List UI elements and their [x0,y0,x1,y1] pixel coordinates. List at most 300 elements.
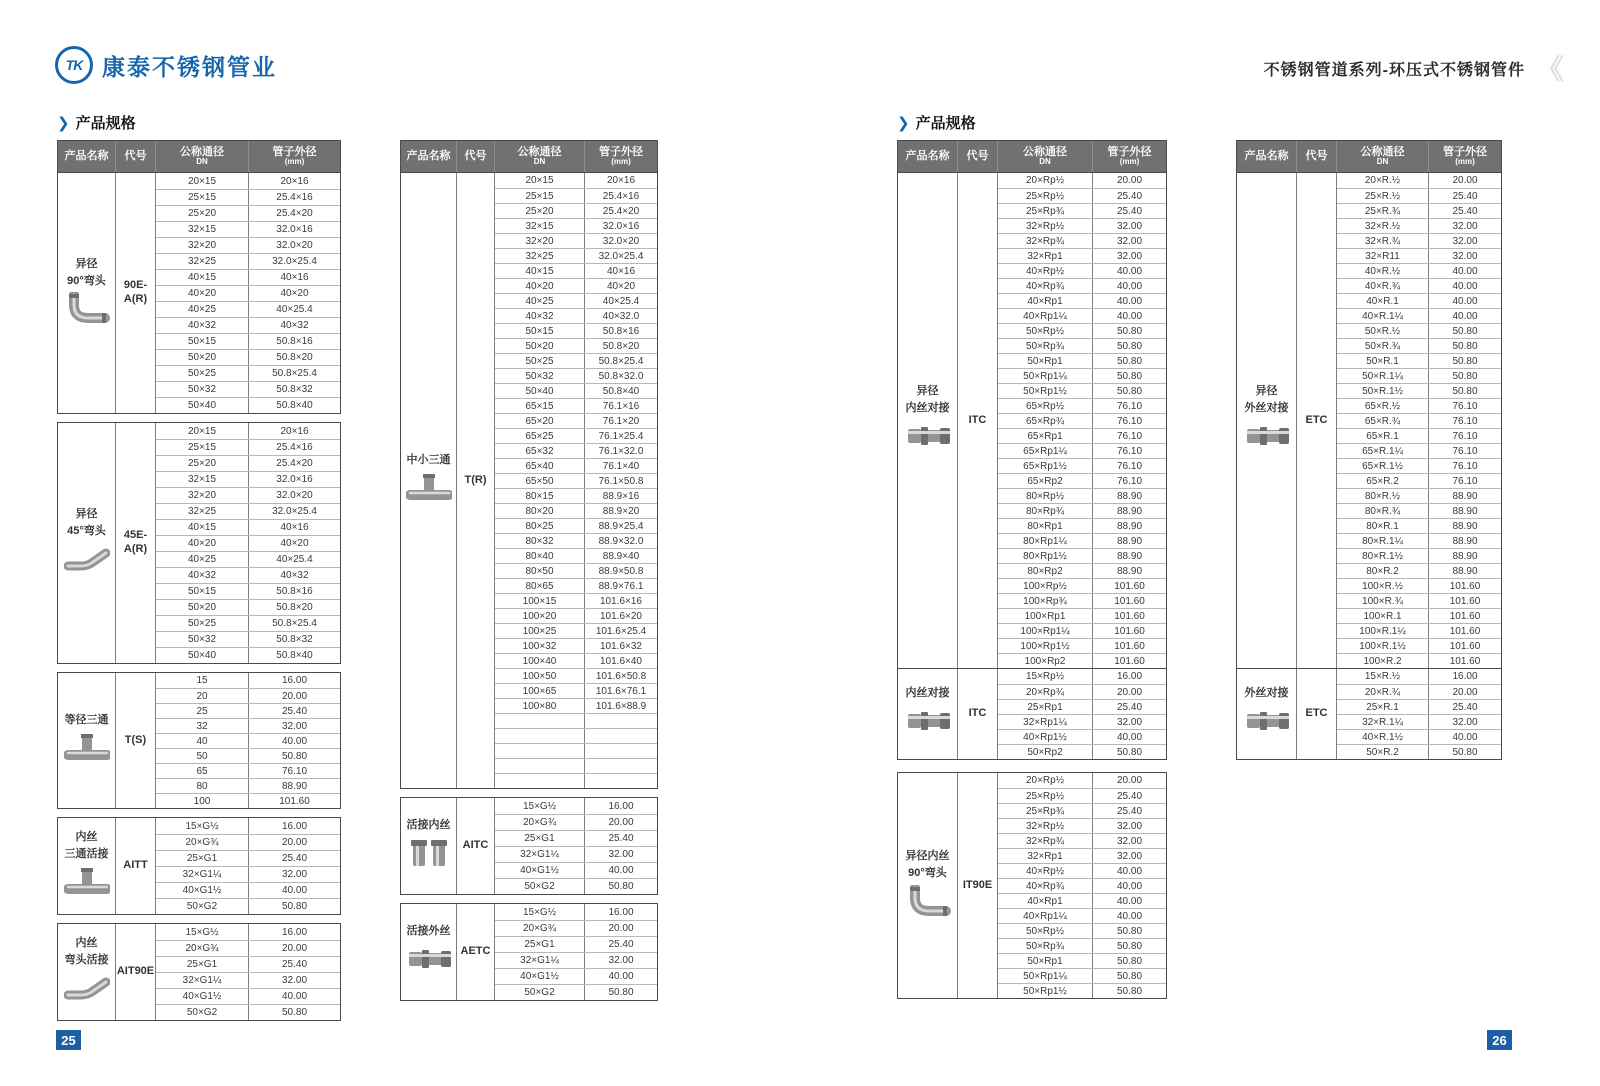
dn-cell: 50×Rp1½ [998,384,1093,398]
product-name-text: 活接外丝 [406,925,451,938]
spec-row [495,728,657,743]
spec-row [1337,488,1501,503]
od-cell: 76.10 [1452,445,1478,457]
spec-row [1337,188,1501,203]
col-header-nominal-diameter-label: 公称通径 [1360,145,1405,158]
od-cell: 32.00 [281,975,308,986]
spec-row [156,748,340,763]
product-name-text: 内丝对接 [905,687,950,700]
od-cell: 76.1×20 [602,415,640,427]
col-header-outer-diameter [585,141,657,172]
dn-cell: 100×15 [495,594,585,608]
product-section [58,423,340,663]
dn-cell: 50×R.1½ [1337,384,1429,398]
dn-cell: 80×R.½ [1337,489,1429,503]
spec-row [1337,623,1501,638]
od-cell: 40×20 [280,538,309,549]
od-cell: 88.90 [1116,535,1143,547]
spec-row [156,793,340,808]
od-cell: 101.60 [1114,655,1145,667]
spec-row [1337,473,1501,488]
od-cell: 40.00 [608,971,634,982]
spec-row [495,593,657,608]
spec-row [1337,293,1501,308]
dn-cell: 100×65 [495,684,585,698]
product-name-cell [401,173,457,788]
spec-row [495,904,657,920]
col-header-nominal-diameter-label: 公称通径 [1023,145,1067,158]
spec-row [998,533,1166,548]
od-cell: 101.60 [1114,610,1145,622]
dn-cell: 40×32 [156,568,249,583]
spec-row [495,203,657,218]
spec-row [495,353,657,368]
od-cell: 32.00 [1452,220,1478,232]
spec-row [495,413,657,428]
spec-rows [156,673,340,808]
product-section [58,173,340,413]
od-cell: 88.90 [1452,505,1478,517]
dn-cell: 25×R.½ [1337,189,1429,203]
dn-cell: 40×Rp1¼ [998,309,1093,323]
od-cell: 101.6×16 [600,595,642,607]
spec-row [998,428,1166,443]
spec-row [1337,413,1501,428]
od-cell: 20×16 [280,425,309,437]
spec-row [998,938,1166,953]
dn-cell: 50×15 [495,324,585,338]
spec-row [495,503,657,518]
dn-cell: 32×20 [156,488,249,503]
od-cell: 32.00 [1116,835,1143,847]
od-cell: 101.60 [1114,580,1145,592]
od-cell: 88.90 [1116,520,1143,532]
dn-cell: 32×R.½ [1337,219,1429,233]
col-header-nominal-diameter [495,141,585,172]
spec-row [1337,593,1501,608]
product-code-text: AITT [123,859,148,872]
dn-cell: 20×Rp½ [998,173,1093,188]
spec-row [495,623,657,638]
col-header-code [457,141,495,172]
od-cell: 88.90 [1116,565,1143,577]
dn-cell: 100×Rp1¼ [998,624,1093,638]
product-name-text: 异径 [916,385,939,398]
dn-cell: 32×Rp1 [998,249,1093,263]
od-cell: 50.80 [1452,340,1478,352]
product-block [1236,173,1502,760]
product-name-text: 外丝对接 [1244,402,1289,414]
product-name-cell [58,173,116,413]
dn-cell: 15×G½ [495,904,585,920]
product-code-cell [1297,173,1337,668]
dn-cell: 20×15 [495,173,585,188]
dn-cell: 20×Rp½ [998,773,1093,788]
od-cell: 88.9×20 [602,505,640,517]
spec-row [156,397,340,413]
od-cell: 50.8×32 [276,634,313,645]
female-tee-union-photo-icon [64,865,110,902]
spec-row [1337,323,1501,338]
product-section [898,173,1166,668]
spec-row [495,968,657,984]
spec-row [495,862,657,878]
spec-row [156,615,340,631]
product-section [58,673,340,808]
od-cell: 32.00 [281,720,308,732]
product-section [58,818,340,914]
spec-row [156,733,340,748]
spec-row [156,349,340,365]
spec-row [156,818,340,834]
spec-row [998,908,1166,923]
od-cell: 50.80 [281,1007,308,1018]
od-cell: 25.40 [608,939,634,950]
dn-cell: 65×Rp1 [998,429,1093,443]
product-block [57,422,341,664]
spec-row [156,988,340,1004]
od-cell: 40×20 [606,280,636,292]
dn-cell: 40×32 [156,318,249,333]
spec-row [156,631,340,647]
od-cell: 40×16 [280,272,309,283]
dn-cell: 50×G2 [156,899,249,914]
od-cell: 50.8×16 [276,586,313,597]
dn-cell: 80×R.1 [1337,519,1429,533]
brand-logo-icon [55,46,93,84]
dn-cell: 80×Rp¾ [998,504,1093,518]
spec-row [495,653,657,668]
od-cell [585,729,657,743]
dn-cell: 50×40 [156,398,249,413]
dn-cell: 50×Rp½ [998,924,1093,938]
col-header-outer-diameter-label: 管子外径 [1107,145,1152,158]
dn-cell: 100×Rp½ [998,579,1093,593]
od-cell: 32.00 [1452,716,1478,728]
od-cell: 50.8×32 [276,384,313,395]
dn-cell: 32×Rp¾ [998,834,1093,848]
col-header-product-name [1237,141,1297,172]
od-cell: 25.40 [1452,205,1478,217]
od-cell: 50.80 [608,881,634,892]
product-name-cell [1237,669,1297,759]
od-cell: 20.00 [608,923,634,934]
dn-cell: 20×15 [156,173,249,189]
product-name-text: 外丝对接 [1244,687,1289,700]
dn-cell: 32×Rp1 [998,849,1093,863]
od-cell: 25.40 [1116,190,1143,202]
od-cell: 32.00 [1116,235,1143,247]
od-cell: 101.60 [1449,640,1481,652]
od-cell: 101.6×50.8 [595,670,647,682]
od-cell: 101.60 [1449,580,1481,592]
dn-cell: 65 [156,764,249,778]
spec-row [156,972,340,988]
od-cell: 40×25.4 [276,304,313,315]
spec-row [495,428,657,443]
product-code-cell [958,173,998,668]
dn-cell: 100×40 [495,654,585,668]
col-header-nominal-diameter-label: DN [1039,157,1051,167]
col-header-product-name-label: 产品名称 [64,150,109,163]
od-cell: 40.00 [608,865,634,876]
spec-table-3 [897,140,1167,999]
od-cell: 20.00 [281,837,308,848]
od-cell: 32.0×20 [602,235,640,247]
dn-cell: 40×15 [156,520,249,535]
spec-row [998,338,1166,353]
spec-row [998,548,1166,563]
spec-row [1337,443,1501,458]
dn-cell: 40×20 [495,279,585,293]
col-header-outer-diameter-label: 管子外径 [599,145,643,158]
dn-cell: 50×R.¾ [1337,339,1429,353]
spec-row [998,488,1166,503]
od-cell: 50.8×16 [602,325,640,337]
spec-row [156,924,340,940]
spec-row [998,353,1166,368]
double-chevron-left-icon: 《 [1535,54,1564,85]
od-cell: 50.80 [1116,340,1143,352]
od-cell: 76.1×40 [602,460,640,472]
product-code-text: IT90E [962,878,993,891]
spec-row [156,317,340,333]
dn-cell: 80×40 [495,549,585,563]
brand-logo-text: 康泰不锈钢管业 [102,53,277,80]
product-code-cell [116,924,156,1020]
spec-row [495,743,657,758]
spec-rows [998,669,1166,759]
product-code-cell [958,773,998,998]
spec-row [1337,714,1501,729]
spec-row [1337,248,1501,263]
product-name-cell [58,673,116,808]
col-header-nominal-diameter-label: 公称通径 [180,145,224,158]
od-cell: 40.00 [281,885,308,896]
od-cell: 25.40 [1116,805,1143,817]
dn-cell: 25×20 [156,206,249,221]
male-coupling-photo-icon [1244,705,1290,742]
spec-row [1337,353,1501,368]
dn-cell: 40×R.1½ [1337,730,1429,744]
dn-cell: 32×Rp½ [998,219,1093,233]
od-cell: 50.80 [1452,355,1478,367]
spec-row [495,698,657,713]
product-name-text: 中小三通 [406,453,451,466]
od-cell: 50.80 [281,750,308,762]
dn-cell: 100×50 [495,669,585,683]
od-cell: 40×25.4 [602,295,640,307]
spec-row [998,263,1166,278]
dn-cell: 50×Rp1 [998,954,1093,968]
dn-cell: 100×R.2 [1337,654,1429,668]
spec-row [156,221,340,237]
dn-cell: 25×15 [156,440,249,455]
dn-cell: 100×R.1 [1337,609,1429,623]
spec-row [1337,368,1501,383]
spec-row [998,458,1166,473]
spec-row [495,518,657,533]
spec-row [998,699,1166,714]
spec-rows [156,423,340,663]
product-code-text: A(R) [123,543,148,555]
spec-row [1337,308,1501,323]
spec-row [495,368,657,383]
spec-row [998,218,1166,233]
spec-row [156,567,340,583]
col-header-product-name-label: 产品名称 [1244,150,1289,163]
dn-cell: 80×R.1¼ [1337,534,1429,548]
spec-row [156,583,340,599]
spec-row [998,173,1166,188]
col-header-outer-diameter [1429,141,1501,172]
dn-cell: 100×Rp¾ [998,594,1093,608]
dn-cell: 80×Rp1 [998,519,1093,533]
dn-cell: 40×15 [156,270,249,285]
spec-rows [998,773,1166,998]
col-header-outer-diameter-label: (mm) [611,157,631,167]
dn-cell: 65×R.1 [1337,429,1429,443]
spec-row [156,285,340,301]
od-cell: 101.60 [1114,625,1145,637]
od-cell: 40.00 [1452,280,1478,292]
dn-cell: 32×Rp¾ [998,234,1093,248]
dn-cell: 40×G1½ [156,883,249,898]
product-code-cell [116,423,156,663]
spec-row [998,638,1166,653]
od-cell: 40.00 [1452,310,1478,322]
product-name-text: 三通活接 [64,847,109,860]
product-section [58,924,340,1020]
dn-cell: 50×15 [156,584,249,599]
od-cell: 32.00 [608,849,634,860]
spec-row [156,439,340,455]
spec-row [156,673,340,688]
dn-cell: 32×G1¼ [156,867,249,882]
spec-rows [495,798,657,894]
spec-row [998,233,1166,248]
product-name-text: 90°弯头 [67,274,106,287]
od-cell: 40.00 [1116,295,1143,307]
series-title: 不锈钢管道系列-环压式不锈钢管件 [1263,62,1525,79]
chevron-right-icon: ❯ [57,114,70,132]
dn-cell: 100 [156,794,249,808]
od-cell: 88.90 [281,780,308,792]
dn-cell: 40×R.1¼ [1337,309,1429,323]
col-header-code [958,141,998,172]
od-cell: 25.4×20 [276,458,313,469]
od-cell: 40×20 [280,288,309,299]
dn-cell: 80×Rp1½ [998,549,1093,563]
od-cell: 20.00 [1452,175,1478,186]
product-section [898,668,1166,759]
od-cell: 50.80 [281,901,308,912]
od-cell: 32.00 [608,955,634,966]
od-cell: 25.4×16 [602,190,640,202]
spec-rows [156,173,340,413]
dn-cell [495,759,585,773]
product-block [57,173,341,414]
spec-row [1337,638,1501,653]
dn-cell: 50×R.1¼ [1337,369,1429,383]
chevron-right-icon: ❯ [897,114,910,132]
od-cell: 25.4×20 [276,208,313,219]
od-cell: 40.00 [1116,880,1143,892]
od-cell: 40.00 [1116,910,1143,922]
dn-cell: 25×Rp½ [998,789,1093,803]
dn-cell: 32×25 [156,504,249,519]
table-header-row [1236,140,1502,173]
spec-row [156,1004,340,1020]
spec-row [156,866,340,882]
od-cell: 16.00 [281,820,308,832]
col-header-code [1297,141,1337,172]
spec-row [495,814,657,830]
spec-row [998,983,1166,998]
spec-row [495,488,657,503]
od-cell: 32.0×16 [276,474,313,485]
dn-cell: 40×25 [156,552,249,567]
dn-cell: 65×Rp1¼ [998,444,1093,458]
product-code-text: ITC [968,707,987,720]
dn-cell: 80×Rp1¼ [998,534,1093,548]
od-cell: 50.8×20 [276,352,313,363]
dn-cell: 50 [156,749,249,763]
product-section [1237,173,1501,668]
od-cell: 88.90 [1452,520,1478,532]
spec-row [156,301,340,317]
od-cell: 40×25.4 [276,554,313,565]
spec-row [495,293,657,308]
od-cell: 50.80 [1116,746,1143,758]
product-name-cell [58,924,116,1020]
spec-row [998,833,1166,848]
spec-row [495,984,657,1000]
od-cell: 16.00 [1452,671,1478,682]
page-number-right: 26 [1487,1030,1512,1050]
od-cell: 50.8×16 [276,336,313,347]
spec-row [998,968,1166,983]
spec-row [998,848,1166,863]
dn-cell: 25×15 [156,190,249,205]
od-cell: 32.0×25.4 [272,506,317,517]
dn-cell: 40×Rp¾ [998,879,1093,893]
od-cell: 20×16 [606,175,636,186]
product-name-text: 等径三通 [64,713,109,726]
od-cell: 25.4×16 [276,442,313,453]
dn-cell: 40×Rp1 [998,894,1093,908]
brand-logo-badge: TK [65,57,83,73]
dn-cell: 25×G1 [156,851,249,866]
od-cell: 76.10 [1452,400,1478,412]
dn-cell: 50×G2 [495,985,585,1000]
product-code-text: 90E- [123,279,148,292]
dn-cell: 32×G1¼ [495,847,585,862]
spec-row [1337,503,1501,518]
spec-row [156,703,340,718]
col-header-product-name [58,141,116,172]
product-code-cell [116,818,156,914]
col-header-outer-diameter-label: (mm) [1455,157,1475,167]
od-cell: 50.8×25.4 [272,368,317,379]
product-name-cell [1237,173,1297,668]
dn-cell: 40×Rp1½ [998,730,1093,744]
dn-cell: 32×G1¼ [156,973,249,988]
product-block [897,772,1167,999]
od-cell: 50.8×40 [276,650,313,661]
od-cell: 101.6×88.9 [595,700,647,712]
spec-row [1337,563,1501,578]
